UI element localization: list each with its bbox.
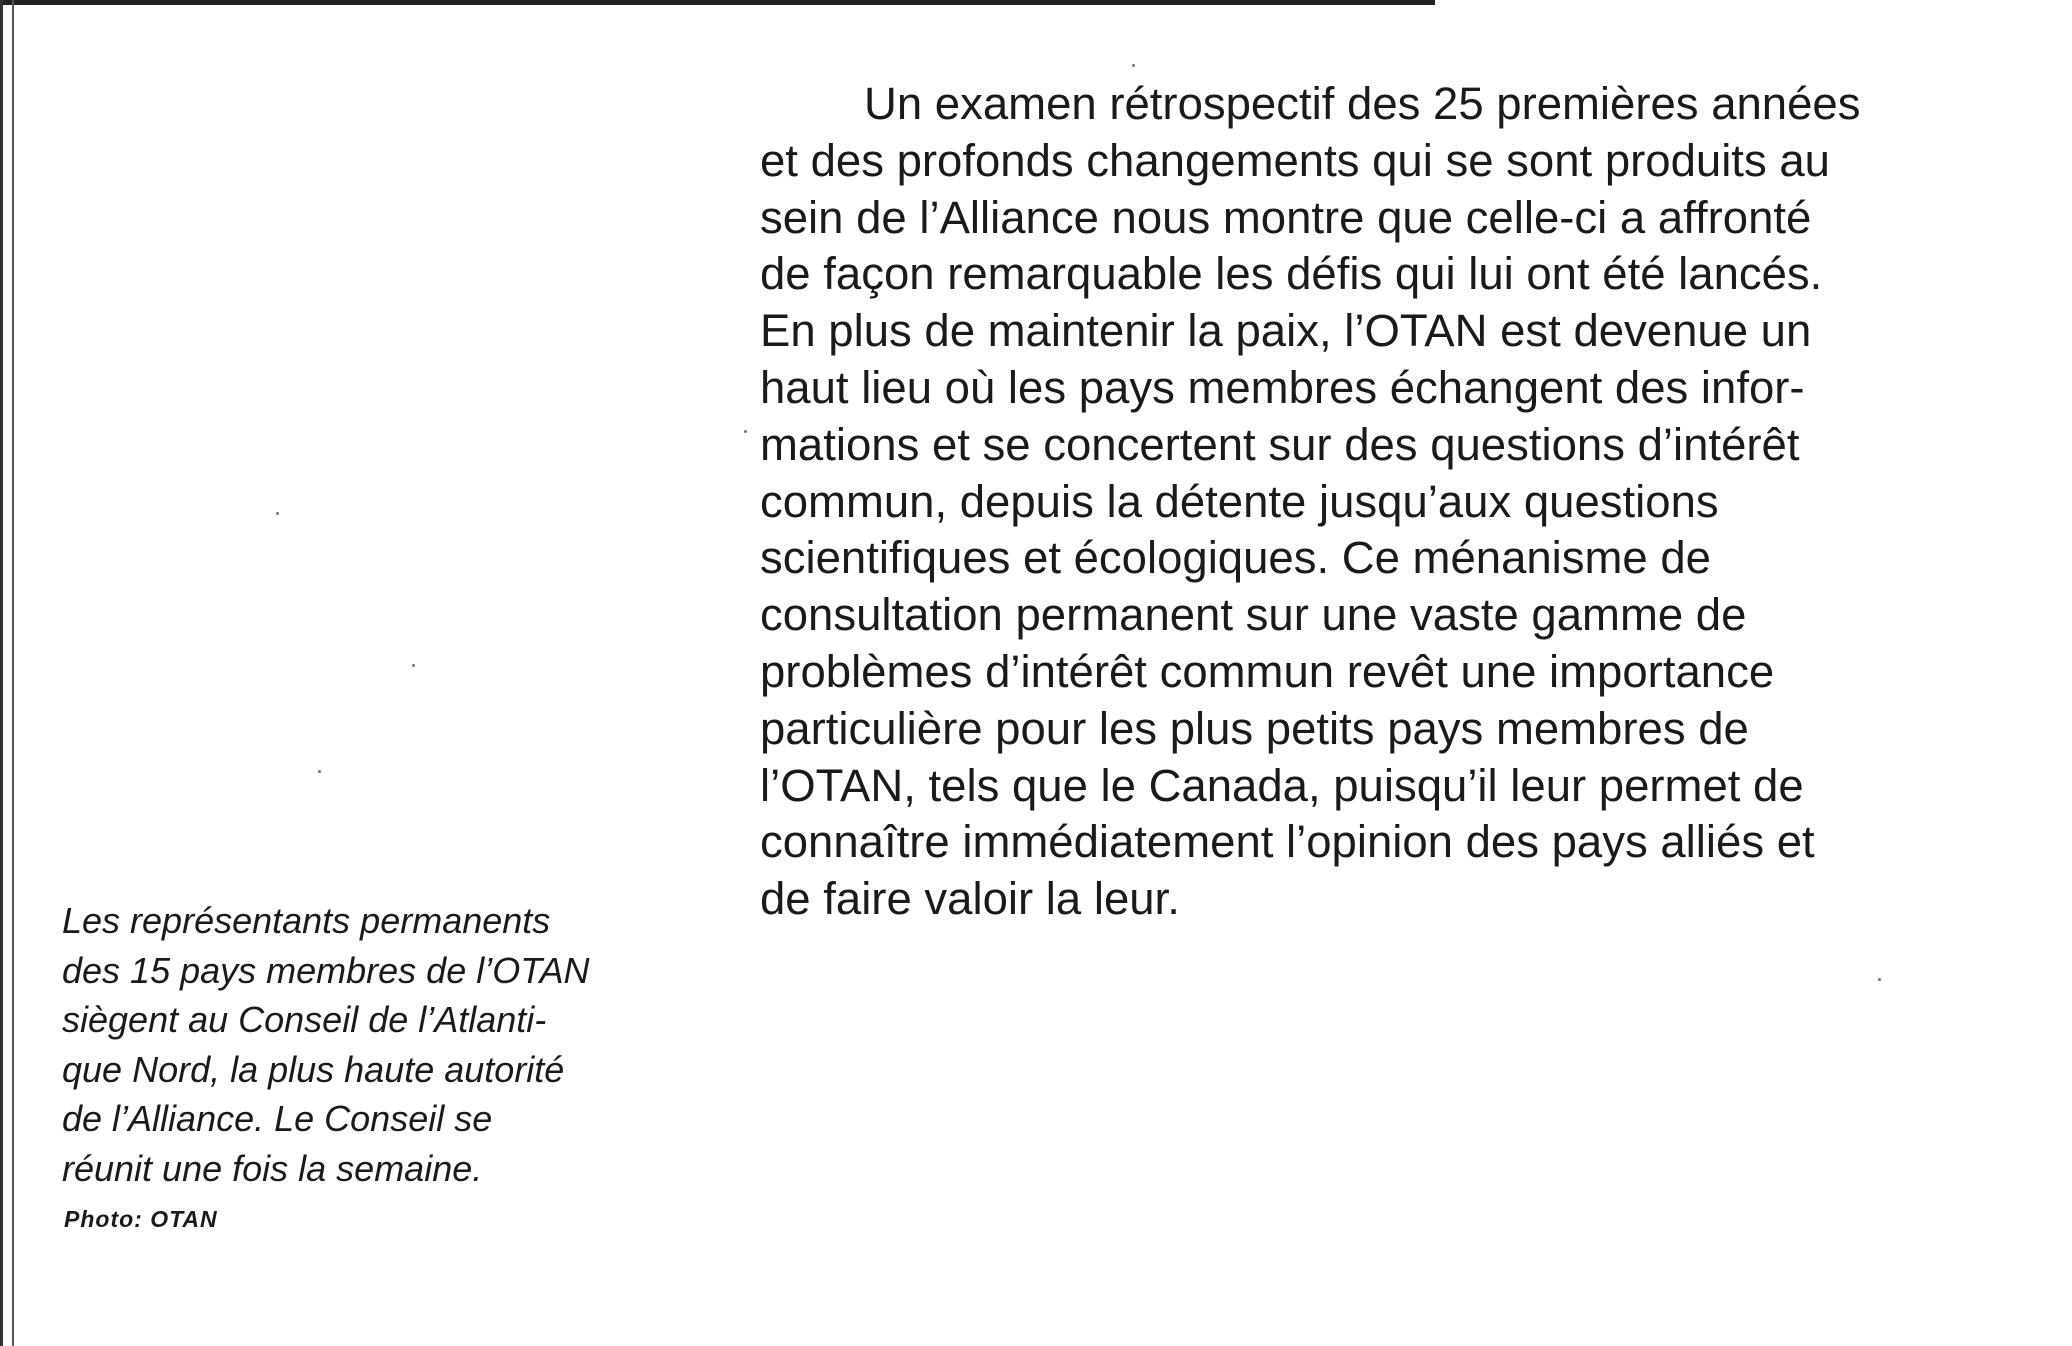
caption-line: réunit une fois la semaine. bbox=[62, 1147, 483, 1189]
body-line: de faire valoir la leur. bbox=[760, 873, 1180, 925]
caption-line: que Nord, la plus haute autorité bbox=[62, 1048, 565, 1090]
top-border-rule bbox=[0, 0, 1435, 5]
body-line: mations et se concertent sur des questions d’intérêt bbox=[760, 418, 1800, 470]
body-line: haut lieu où les pays membres échangent des infor- bbox=[760, 361, 1805, 413]
body-line: particulière pour les plus petits pays membres de bbox=[760, 702, 1749, 754]
left-inner-border-rule bbox=[12, 0, 14, 1346]
caption-line: siègent au Conseil de l’Atlanti- bbox=[62, 999, 547, 1040]
body-line: problèmes d’intérêt commun revêt une importance bbox=[760, 645, 1775, 697]
caption-line: de l’Alliance. Le Conseil se bbox=[62, 1098, 493, 1139]
scan-speck bbox=[1878, 978, 1881, 981]
scan-speck bbox=[744, 430, 747, 433]
body-line: sein de l’Alliance nous montre que celle-ci a affronté bbox=[760, 191, 1812, 243]
scan-speck bbox=[276, 512, 279, 515]
body-line: et des profonds changements qui se sont produits au bbox=[760, 134, 1830, 186]
body-line: de façon remarquable les défis qui lui ont été lancés. bbox=[760, 248, 1823, 300]
scan-speck bbox=[412, 664, 415, 667]
scan-speck bbox=[318, 770, 321, 773]
body-paragraph bbox=[760, 76, 2000, 928]
body-line: En plus de maintenir la paix, l’OTAN est devenue un bbox=[760, 305, 1812, 357]
body-line: Un examen rétrospectif des 25 premières années bbox=[864, 78, 1861, 129]
body-line: consultation permanent sur une vaste gamme de bbox=[760, 589, 1747, 641]
body-line: l’OTAN, tels que le Canada, puisqu’il leur permet de bbox=[760, 759, 1804, 811]
left-border-rule bbox=[0, 0, 3, 1346]
caption-line: Les représentants permanents bbox=[62, 900, 551, 941]
photo-credit: Photo: OTAN bbox=[64, 1206, 218, 1232]
body-line: commun, depuis la détente jusqu’aux questions bbox=[760, 475, 1719, 527]
photo-caption bbox=[62, 896, 722, 1193]
body-line: connaître immédiatement l’opinion des pays alliés et bbox=[760, 816, 1815, 868]
scan-speck bbox=[1132, 64, 1135, 67]
body-line: scientifiques et écologiques. Ce ménanisme de bbox=[760, 532, 1711, 584]
caption-line: des 15 pays membres de l’OTAN bbox=[62, 949, 590, 991]
